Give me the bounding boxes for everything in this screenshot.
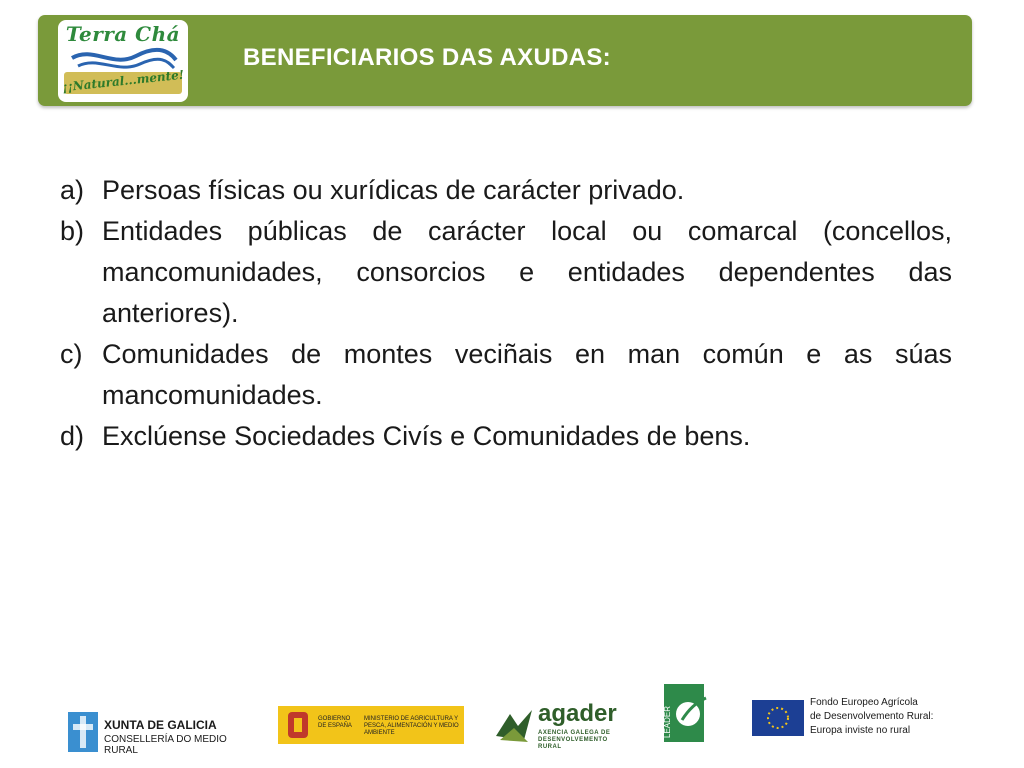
page-title: BENEFICIARIOS DAS AXUDAS: <box>243 44 611 71</box>
xunta-label: XUNTA DE GALICIA <box>104 718 217 732</box>
xunta-de-galicia-logo <box>68 712 258 756</box>
item-text: Exclúense Sociedades Civís e Comunidades de bens. <box>102 421 751 451</box>
agader-subtitle: AXENCIA GALEGA DE DESENVOLVEMENTO RURAL <box>538 730 611 750</box>
leader-logo <box>664 684 720 742</box>
item-letter: b) <box>60 216 85 246</box>
spain-crest-icon <box>282 708 314 742</box>
gobierno-de-espana-logo <box>278 706 464 744</box>
terra-cha-logo <box>58 20 188 102</box>
galicia-crest-icon <box>68 712 98 752</box>
item-text: Persoas físicas ou xurídicas de carácter privado. <box>102 175 685 205</box>
agader-logo <box>494 700 616 748</box>
beneficiaries-list <box>60 170 952 457</box>
item-letter: c) <box>60 339 83 369</box>
feader-line3: Europa inviste no rural <box>810 725 911 736</box>
ministerio-label: MINISTERIO DE AGRICULTURA Y PESCA, ALIMENTACIÓN Y MEDIO AMBIENTE <box>364 716 459 736</box>
gobierno-label: GOBIERNO DE ESPAÑA <box>318 716 352 729</box>
feader-line1: Fondo Europeo Agrícola <box>810 697 918 708</box>
item-text: Entidades públicas de carácter local ou comarcal (concellos, mancomunidades, consorcios e entidades dependentes das anteriores). <box>102 216 952 328</box>
item-text: Comunidades de montes veciñais en man común e as súas mancomunidades. <box>102 339 952 410</box>
feader-text <box>810 696 933 738</box>
svg-text:LEADER: LEADER <box>663 705 672 738</box>
leader-emblem-icon <box>664 684 720 742</box>
item-letter: a) <box>60 175 85 205</box>
conselleria-label: CONSELLERÍA DO MEDIO RURAL <box>104 734 227 756</box>
agader-name: agader <box>538 700 617 727</box>
eu-flag-icon <box>752 700 804 736</box>
logo-title: Terra Chá <box>65 22 181 46</box>
agader-leaf-icon <box>494 706 534 746</box>
feader-logo <box>752 696 952 740</box>
feader-line2: de Desenvolvemento Rural: <box>810 711 934 722</box>
list-item <box>60 416 952 457</box>
list-item <box>60 334 952 416</box>
list-item <box>60 211 952 334</box>
item-letter: d) <box>60 421 85 451</box>
header-bar <box>38 15 972 106</box>
logo-tagline: ¡¡Natural...mente! <box>61 67 185 95</box>
list-item <box>60 170 952 211</box>
